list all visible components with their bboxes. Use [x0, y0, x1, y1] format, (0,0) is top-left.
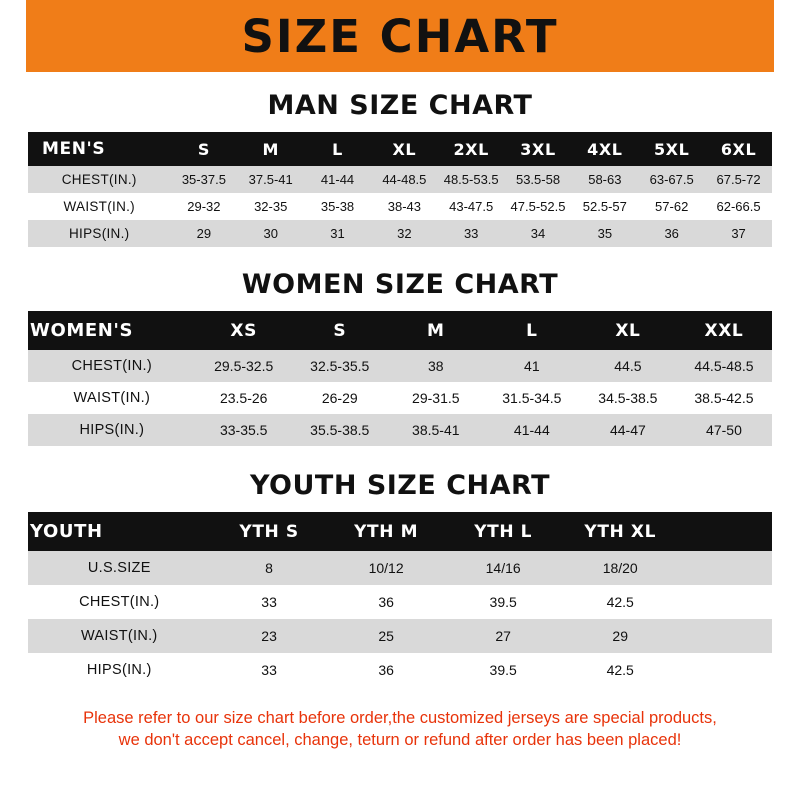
- youth-section-title: YOUTH SIZE CHART: [249, 470, 551, 501]
- cell: 42.5: [606, 662, 634, 678]
- cell: 33: [261, 594, 277, 610]
- cell: 39.5: [489, 662, 517, 678]
- header-band: [0, 0, 800, 72]
- cell: 36: [378, 594, 394, 610]
- row-label-hips: HIPS(IN.): [79, 422, 145, 438]
- table-row: [28, 382, 772, 414]
- cell: 33: [463, 226, 479, 241]
- cell: 38.5-41: [412, 422, 460, 438]
- cell: 29-32: [187, 199, 221, 214]
- cell: 63-67.5: [649, 172, 694, 187]
- col-header-xl: XL: [392, 139, 417, 159]
- row-label-chest: CHEST(IN.): [79, 594, 160, 610]
- women-section-title: WOMEN SIZE CHART: [241, 269, 559, 300]
- col-header-l: L: [332, 139, 343, 159]
- table-header-row: [28, 132, 772, 166]
- cell: 32-35: [254, 199, 288, 214]
- cell: 41-44: [320, 172, 355, 187]
- col-header-2xl: 2XL: [453, 139, 489, 159]
- table-row: [28, 619, 772, 653]
- col-header-xl: XL: [615, 320, 641, 341]
- cell: 67.5-72: [716, 172, 761, 187]
- cell: 35-37.5: [181, 172, 226, 187]
- cell: 43-47.5: [449, 199, 494, 214]
- col-header-s: S: [333, 320, 347, 341]
- table-header-row: [28, 311, 772, 350]
- col-header-yth-m: YTH M: [354, 521, 419, 542]
- cell: 47-50: [706, 422, 742, 438]
- col-header-6xl: 6XL: [720, 139, 757, 159]
- col-header-yth-s: YTH S: [239, 521, 299, 542]
- cell: 35.5-38.5: [310, 422, 370, 438]
- row-label-chest: CHEST(IN.): [61, 172, 137, 187]
- cell: 58-63: [588, 172, 622, 187]
- table-row: [28, 350, 772, 382]
- col-header-5xl: 5XL: [653, 139, 690, 159]
- cell: 36: [378, 662, 394, 678]
- cell: 14/16: [485, 560, 521, 576]
- cell: 57-62: [655, 199, 689, 214]
- table-row: [28, 414, 772, 446]
- cell: 34: [530, 226, 546, 241]
- cell: 42.5: [606, 594, 634, 610]
- col-header-m: M: [427, 320, 445, 341]
- row-label-hips: HIPS(IN.): [69, 226, 130, 241]
- col-header-xxl: XXL: [704, 320, 744, 341]
- cell: 23: [261, 628, 277, 644]
- col-header-3xl: 3XL: [520, 139, 556, 159]
- cell: 38: [428, 358, 444, 374]
- table-header-row: [28, 512, 772, 551]
- cell-spacer: [679, 619, 772, 653]
- cell-spacer: [679, 653, 772, 687]
- cell: 33-35.5: [219, 422, 268, 438]
- cell: 34.5-38.5: [598, 390, 658, 406]
- cell: 44-47: [609, 422, 646, 438]
- col-header-m: M: [262, 139, 279, 159]
- cell: 44.5-48.5: [694, 358, 754, 374]
- col-header-spacer: [679, 512, 772, 551]
- row-label-hips: HIPS(IN.): [86, 662, 152, 678]
- table-row: [28, 653, 772, 687]
- man-section-title: MAN SIZE CHART: [267, 90, 533, 121]
- row-label-waist: WAIST(IN.): [80, 628, 158, 644]
- cell: 32.5-35.5: [310, 358, 370, 374]
- cell-spacer: [679, 585, 772, 619]
- youth-size-table: [28, 512, 772, 687]
- table-row: [28, 220, 772, 247]
- col-header-s: S: [197, 139, 210, 159]
- cell: 31.5-34.5: [502, 390, 562, 406]
- cell: 33: [261, 662, 277, 678]
- row-label-us-size: U.S.SIZE: [87, 560, 151, 576]
- row-label-waist: WAIST(IN.): [73, 390, 151, 406]
- notice-line-1: Please refer to our size chart before order,the customized jerseys are special products,: [83, 709, 717, 727]
- cell: 48.5-53.5: [443, 172, 499, 187]
- col-header-mens: MEN'S: [42, 139, 106, 159]
- cell: 10/12: [368, 560, 404, 576]
- cell: 44-48.5: [382, 172, 427, 187]
- cell-spacer: [679, 551, 772, 585]
- cell: 23.5-26: [219, 390, 268, 406]
- table-row: [28, 585, 772, 619]
- col-header-l: L: [526, 320, 538, 341]
- col-header-yth-xl: YTH XL: [584, 521, 656, 542]
- cell: 41-44: [513, 422, 550, 438]
- cell: 36: [664, 226, 679, 241]
- cell: 38.5-42.5: [694, 390, 754, 406]
- cell: 53.5-58: [515, 172, 561, 187]
- col-header-womens: WOMEN'S: [30, 320, 134, 341]
- cell: 39.5: [489, 594, 517, 610]
- cell: 41: [524, 358, 540, 374]
- cell: 26-29: [321, 390, 358, 406]
- cell: 31: [330, 226, 345, 241]
- cell: 30: [263, 226, 278, 241]
- cell: 8: [265, 560, 273, 576]
- col-header-youth: YOUTH: [30, 521, 103, 542]
- row-label-waist: WAIST(IN.): [63, 199, 135, 214]
- cell: 37.5-41: [248, 172, 293, 187]
- order-notice: [28, 707, 772, 752]
- table-row: [28, 193, 772, 220]
- col-header-yth-l: YTH L: [474, 521, 533, 542]
- cell: 27: [495, 628, 511, 644]
- cell: 37: [731, 226, 746, 241]
- cell: 29-31.5: [412, 390, 460, 406]
- cell: 25: [378, 628, 394, 644]
- col-header-4xl: 4XL: [587, 139, 623, 159]
- table-row: [28, 551, 772, 585]
- cell: 29: [196, 226, 212, 241]
- col-header-xs: XS: [230, 320, 257, 341]
- table-row: [28, 166, 772, 193]
- cell: 47.5-52.5: [510, 199, 566, 214]
- cell: 35: [597, 226, 613, 241]
- cell: 32: [397, 226, 412, 241]
- cell: 62-66.5: [716, 199, 761, 214]
- cell: 38-43: [387, 199, 421, 214]
- row-label-chest: CHEST(IN.): [71, 358, 152, 374]
- cell: 44.5: [614, 358, 642, 374]
- content-area: [0, 90, 800, 752]
- cell: 52.5-57: [582, 199, 627, 214]
- cell: 35-38: [320, 199, 355, 214]
- cell: 29.5-32.5: [214, 358, 274, 374]
- page-title: SIZE CHART: [241, 9, 559, 63]
- man-size-table: [28, 132, 772, 247]
- women-size-table: [28, 311, 772, 446]
- notice-line-2: we don't accept cancel, change, teturn or refund after order has been placed!: [118, 731, 682, 750]
- cell: 29: [612, 628, 628, 644]
- cell: 18/20: [602, 560, 638, 576]
